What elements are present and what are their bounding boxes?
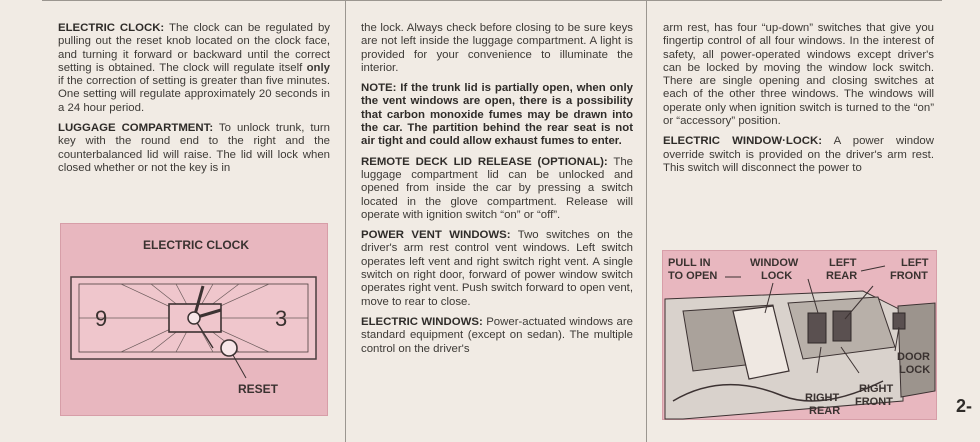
clock-figure-title: ELECTRIC CLOCK <box>143 238 249 252</box>
clock-numeral-9: 9 <box>95 306 108 331</box>
right-rear-label: RIGHT <box>805 392 840 404</box>
windows-continued-paragraph: arm rest, has four “up-down” switches that give you fingertip control of all four windows. In the interest of safety, all power-operated windows except driver's can be locked by moving the window lock switch. There are single opening and closing switches at each of the other three windows. The windows will operate only when ignition switch is turned to the “on” or “accessory” position. <box>663 22 934 128</box>
column-1 <box>58 22 330 182</box>
vent-windows-paragraph: POWER VENT WINDOWS: Two switches on the driver's arm rest control vent windows. Left switch operates left vent and right switch right vent. A single switch on right door, forward of power window switch operates right vent. Push switch forward to open vent, move to rear to close. <box>361 229 633 308</box>
window-lock-label: LOCK <box>761 270 793 282</box>
page-number: 2- <box>956 396 973 416</box>
left-front-sub-label: FRONT <box>890 270 928 282</box>
pull-in-label: PULL IN <box>668 257 711 269</box>
right-rear-sub-label: REAR <box>809 405 841 417</box>
left-rear-sub-label: REAR <box>826 270 858 282</box>
door-lock-label: LOCK <box>899 364 931 376</box>
window-label: WINDOW <box>750 257 799 269</box>
luggage-continued-paragraph: the lock. Always check before closing to be sure keys are not left inside the luggage compartment. A light is provided for your convenience to illuminate the interior. <box>361 22 633 74</box>
window-lock-paragraph: ELECTRIC WINDOW·LOCK: A power window override switch is provided on the driver's arm rest. This switch will disconnect the power to <box>663 135 934 174</box>
window-switch-figure <box>662 250 937 420</box>
top-rule <box>42 0 942 1</box>
electric-windows-paragraph: ELECTRIC WINDOWS: Power-actuated windows are standard equipment (except on sedan). The multiple control on the driver's <box>361 315 633 355</box>
electric-clock-heading: ELECTRIC CLOCK: <box>58 22 165 34</box>
electric-clock-figure <box>60 223 328 416</box>
clock-numeral-3: 3 <box>275 306 288 331</box>
door-label: DOOR <box>897 351 930 363</box>
remote-deck-heading: REMOTE DECK LID RELEASE (OPTIONAL): <box>361 155 608 168</box>
column-2 <box>361 22 633 363</box>
right-front-label: RIGHT <box>859 383 894 395</box>
carbon-monoxide-note: NOTE: If the trunk lid is partially open, when only the vent windows are open, there is a possibility that carbon monoxide fumes may be drawn into the car. The partition behind the rear seat is not air tight and could allow exhaust fumes to enter. <box>361 82 633 148</box>
electric-clock-paragraph: ELECTRIC CLOCK: The clock can be regulated by pulling out the reset knob located on the clock face, and turning it forward or backward until the correct setting is obtained. The clock will regulate itself only if the correction of setting is greater than five minutes. One setting will regulate approximately 20 seconds in a 24 hour period. <box>58 22 330 114</box>
left-rear-label: LEFT <box>829 257 857 269</box>
vent-windows-heading: POWER VENT WINDOWS: <box>361 229 511 242</box>
luggage-paragraph: LUGGAGE COMPARTMENT: To unlock trunk, turn key with the round end to the right and the counterbalanced lid will raise. The lid will lock when closed whether or not the key is in <box>58 122 330 174</box>
electric-windows-heading: ELECTRIC WINDOWS: <box>361 315 483 328</box>
left-front-label: LEFT <box>901 257 929 269</box>
luggage-heading: LUGGAGE COMPARTMENT: <box>58 122 214 135</box>
column-3 <box>663 22 934 182</box>
right-front-sub-label: FRONT <box>855 396 893 408</box>
column-divider-left <box>345 0 346 442</box>
window-lock-heading: ELECTRIC WINDOW·LOCK: <box>663 135 822 148</box>
reset-knob-label: RESET <box>238 382 279 396</box>
to-open-label: TO OPEN <box>668 270 718 282</box>
column-divider-right <box>646 0 647 442</box>
remote-deck-paragraph: REMOTE DECK LID RELEASE (OPTIONAL): The luggage compartment lid can be unlocked and opened from inside the car by pressing a switch located in the glove compartment. Release will operate with ignition switch “on” or “off”. <box>361 155 633 221</box>
